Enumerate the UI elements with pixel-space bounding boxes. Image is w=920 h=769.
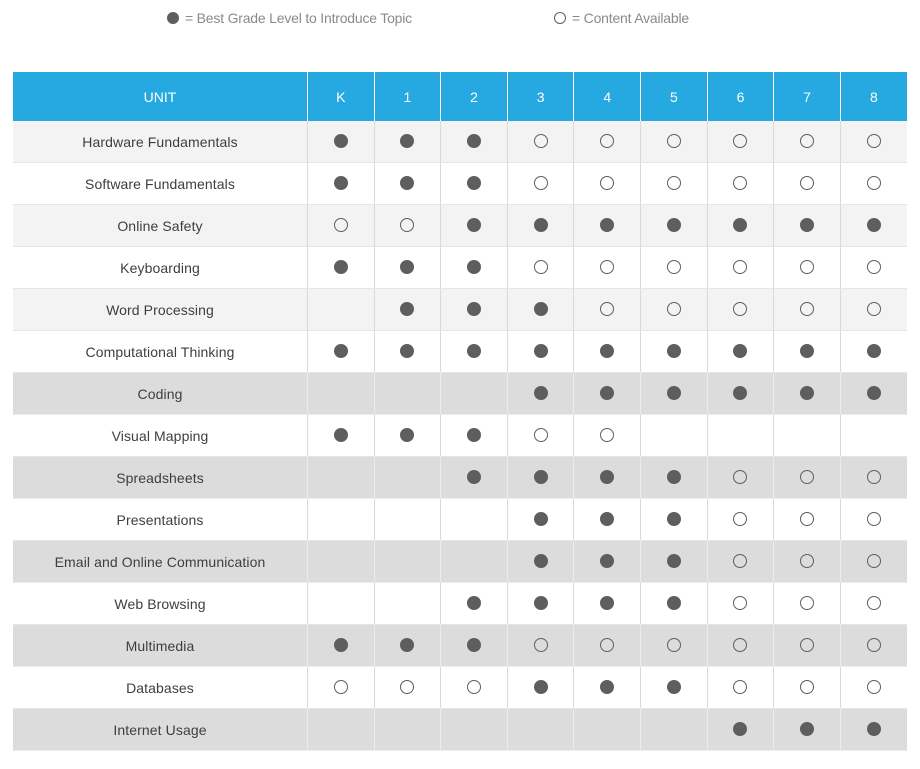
filled-circle-icon (733, 218, 747, 232)
table-row (13, 709, 907, 751)
table-row (13, 331, 907, 373)
grade-cell (308, 331, 375, 373)
filled-circle-icon (800, 386, 814, 400)
grade-cell (507, 121, 574, 163)
grade-cell (840, 247, 907, 289)
unit-name: Online Safety (13, 205, 308, 247)
grade-cell (641, 415, 708, 457)
open-circle-icon (667, 260, 681, 274)
filled-circle-icon (667, 512, 681, 526)
filled-circle-icon (467, 470, 481, 484)
grade-cell (374, 289, 441, 331)
grade-cell (441, 499, 508, 541)
filled-circle-icon (334, 176, 348, 190)
filled-circle-icon (667, 386, 681, 400)
filled-circle-icon (600, 470, 614, 484)
grade-cell (574, 289, 641, 331)
grade-cell (707, 457, 774, 499)
unit-name: Databases (13, 667, 308, 709)
unit-name: Visual Mapping (13, 415, 308, 457)
filled-circle-icon (600, 680, 614, 694)
grade-cell (441, 541, 508, 583)
grade-cell (641, 121, 708, 163)
filled-circle-icon (600, 512, 614, 526)
unit-name: Keyboarding (13, 247, 308, 289)
grade-cell (707, 289, 774, 331)
filled-circle-icon (334, 638, 348, 652)
filled-circle-icon (534, 344, 548, 358)
grade-cell (374, 667, 441, 709)
open-circle-icon (800, 638, 814, 652)
grade-cell (507, 289, 574, 331)
grade-cell (641, 541, 708, 583)
filled-circle-icon (733, 386, 747, 400)
grade-cell (774, 289, 841, 331)
open-circle-icon (667, 176, 681, 190)
grade-cell (507, 583, 574, 625)
grade-cell (441, 121, 508, 163)
grade-cell (574, 415, 641, 457)
open-circle-icon (800, 134, 814, 148)
open-circle-icon (867, 470, 881, 484)
grade-cell (574, 583, 641, 625)
filled-circle-icon (400, 428, 414, 442)
filled-circle-icon (667, 218, 681, 232)
open-circle-icon (400, 680, 414, 694)
grade-cell (441, 667, 508, 709)
filled-circle-icon (667, 680, 681, 694)
grade-header: 1 (374, 72, 441, 121)
open-circle-icon (667, 134, 681, 148)
open-circle-icon (867, 512, 881, 526)
grade-cell (840, 499, 907, 541)
grade-cell (574, 247, 641, 289)
filled-circle-icon (667, 470, 681, 484)
grade-cell (774, 331, 841, 373)
grade-cell (374, 121, 441, 163)
grade-cell (707, 373, 774, 415)
unit-name: Presentations (13, 499, 308, 541)
grade-cell (707, 709, 774, 751)
open-circle-icon (733, 176, 747, 190)
grade-cell (774, 499, 841, 541)
grade-cell (507, 247, 574, 289)
grade-cell (840, 583, 907, 625)
table-row (13, 373, 907, 415)
table-row (13, 121, 907, 163)
open-circle-icon (334, 680, 348, 694)
open-circle-icon (733, 638, 747, 652)
grade-cell (641, 709, 708, 751)
filled-circle-icon (467, 260, 481, 274)
open-circle-icon (534, 638, 548, 652)
grade-cell (840, 541, 907, 583)
grade-cell (308, 541, 375, 583)
grade-cell (574, 667, 641, 709)
grade-cell (774, 247, 841, 289)
unit-name: Web Browsing (13, 583, 308, 625)
open-circle-icon (534, 260, 548, 274)
grade-cell (374, 373, 441, 415)
grade-cell (308, 499, 375, 541)
open-circle-icon (867, 596, 881, 610)
unit-name: Coding (13, 373, 308, 415)
legend-available-label: = Content Available (572, 10, 689, 26)
grade-cell (840, 709, 907, 751)
grade-cell (641, 457, 708, 499)
legend (0, 10, 920, 34)
grade-cell (840, 415, 907, 457)
grade-cell (507, 625, 574, 667)
unit-name: Spreadsheets (13, 457, 308, 499)
open-circle-icon (800, 554, 814, 568)
open-circle-icon (534, 176, 548, 190)
grade-cell (707, 625, 774, 667)
open-circle-icon (867, 554, 881, 568)
grade-cell (441, 709, 508, 751)
grade-cell (308, 205, 375, 247)
filled-circle-icon (334, 134, 348, 148)
table-row (13, 247, 907, 289)
grade-cell (308, 625, 375, 667)
grade-cell (774, 541, 841, 583)
table-row (13, 205, 907, 247)
open-circle-icon (600, 638, 614, 652)
grade-cell (441, 331, 508, 373)
grade-cell (441, 205, 508, 247)
grade-cell (840, 625, 907, 667)
grade-cell (441, 415, 508, 457)
open-circle-icon (800, 302, 814, 316)
filled-circle-icon (400, 176, 414, 190)
filled-circle-icon (600, 386, 614, 400)
open-circle-icon (733, 680, 747, 694)
grade-cell (507, 415, 574, 457)
table-row (13, 163, 907, 205)
grade-cell (574, 541, 641, 583)
grade-cell (374, 709, 441, 751)
filled-circle-icon (467, 218, 481, 232)
open-circle-icon (600, 134, 614, 148)
grade-cell (374, 415, 441, 457)
open-circle-icon (600, 176, 614, 190)
table-row (13, 583, 907, 625)
grade-header: 7 (774, 72, 841, 121)
grade-cell (574, 121, 641, 163)
open-circle-icon (467, 680, 481, 694)
open-circle-icon (733, 596, 747, 610)
table-row (13, 457, 907, 499)
grade-cell (707, 205, 774, 247)
filled-circle-icon (867, 386, 881, 400)
grade-cell (774, 373, 841, 415)
filled-circle-icon (400, 134, 414, 148)
filled-circle-icon (534, 302, 548, 316)
grade-cell (574, 625, 641, 667)
filled-circle-icon (400, 302, 414, 316)
grade-cell (641, 205, 708, 247)
grade-cell (707, 163, 774, 205)
grade-cell (308, 247, 375, 289)
grade-cell (308, 583, 375, 625)
grade-cell (507, 541, 574, 583)
grade-cell (374, 163, 441, 205)
grade-cell (507, 205, 574, 247)
grade-cell (374, 583, 441, 625)
grade-cell (308, 667, 375, 709)
open-circle-icon (733, 470, 747, 484)
filled-circle-icon (334, 428, 348, 442)
open-circle-icon (534, 428, 548, 442)
open-circle-icon (867, 176, 881, 190)
table-row (13, 499, 907, 541)
open-circle-icon (800, 470, 814, 484)
grade-cell (641, 583, 708, 625)
open-circle-icon (800, 596, 814, 610)
grade-cell (840, 373, 907, 415)
grade-cell (441, 373, 508, 415)
grade-cell (308, 289, 375, 331)
grade-cell (840, 121, 907, 163)
grade-cell (641, 499, 708, 541)
filled-circle-icon (600, 344, 614, 358)
unit-name: Internet Usage (13, 709, 308, 751)
open-circle-icon (800, 176, 814, 190)
legend-best (167, 10, 412, 26)
filled-circle-icon (400, 344, 414, 358)
grade-cell (574, 205, 641, 247)
filled-circle-icon (534, 470, 548, 484)
grade-header: 6 (707, 72, 774, 121)
open-circle-icon (733, 134, 747, 148)
filled-circle-icon (400, 638, 414, 652)
unit-name: Software Fundamentals (13, 163, 308, 205)
filled-circle-icon (600, 218, 614, 232)
grade-cell (441, 625, 508, 667)
open-circle-icon (800, 260, 814, 274)
filled-circle-icon (733, 722, 747, 736)
grade-cell (707, 583, 774, 625)
filled-circle-icon (400, 260, 414, 274)
grade-cell (774, 415, 841, 457)
filled-circle-icon (467, 428, 481, 442)
grade-cell (574, 163, 641, 205)
grade-cell (308, 163, 375, 205)
open-circle-icon (600, 260, 614, 274)
filled-circle-icon (667, 344, 681, 358)
filled-circle-icon (534, 554, 548, 568)
filled-circle-icon (667, 596, 681, 610)
grade-cell (507, 457, 574, 499)
filled-circle-icon (467, 134, 481, 148)
grade-cell (774, 121, 841, 163)
grade-header: 2 (441, 72, 508, 121)
unit-name: Computational Thinking (13, 331, 308, 373)
unit-name: Hardware Fundamentals (13, 121, 308, 163)
grade-cell (840, 289, 907, 331)
filled-circle-icon (467, 344, 481, 358)
open-circle-icon (667, 638, 681, 652)
grade-cell (574, 373, 641, 415)
open-circle-icon (867, 638, 881, 652)
filled-circle-icon (534, 512, 548, 526)
open-circle-icon (554, 12, 566, 24)
filled-circle-icon (867, 218, 881, 232)
open-circle-icon (733, 512, 747, 526)
grade-cell (774, 457, 841, 499)
grade-cell (308, 415, 375, 457)
grade-cell (308, 373, 375, 415)
filled-circle-icon (534, 680, 548, 694)
filled-circle-icon (467, 176, 481, 190)
open-circle-icon (867, 260, 881, 274)
table-row (13, 667, 907, 709)
open-circle-icon (867, 302, 881, 316)
grade-cell (707, 499, 774, 541)
open-circle-icon (867, 134, 881, 148)
legend-best-label: = Best Grade Level to Introduce Topic (185, 10, 412, 26)
grade-cell (707, 415, 774, 457)
filled-circle-icon (800, 722, 814, 736)
filled-circle-icon (467, 302, 481, 316)
filled-circle-icon (800, 218, 814, 232)
grade-cell (507, 667, 574, 709)
grade-cell (840, 457, 907, 499)
grade-cell (507, 331, 574, 373)
filled-circle-icon (534, 218, 548, 232)
table-body (13, 121, 907, 751)
grade-cell (641, 667, 708, 709)
grade-cell (374, 457, 441, 499)
table-row (13, 541, 907, 583)
grade-cell (441, 457, 508, 499)
grade-header: 4 (574, 72, 641, 121)
grade-header: K (308, 72, 375, 121)
open-circle-icon (334, 218, 348, 232)
grade-cell (507, 163, 574, 205)
filled-circle-icon (534, 386, 548, 400)
unit-name: Multimedia (13, 625, 308, 667)
grade-cell (707, 331, 774, 373)
table-row (13, 625, 907, 667)
filled-circle-icon (800, 344, 814, 358)
filled-circle-icon (467, 638, 481, 652)
grade-cell (840, 205, 907, 247)
grade-cell (774, 583, 841, 625)
open-circle-icon (400, 218, 414, 232)
filled-circle-icon (600, 554, 614, 568)
grade-cell (308, 709, 375, 751)
grade-cell (707, 121, 774, 163)
filled-circle-icon (334, 260, 348, 274)
grade-cell (840, 667, 907, 709)
grade-cell (641, 289, 708, 331)
grade-cell (441, 583, 508, 625)
grade-cell (707, 667, 774, 709)
open-circle-icon (534, 134, 548, 148)
grade-cell (308, 121, 375, 163)
grade-cell (441, 247, 508, 289)
grade-cell (641, 625, 708, 667)
grade-cell (574, 457, 641, 499)
grade-cell (774, 625, 841, 667)
grade-cell (507, 373, 574, 415)
grade-cell (840, 331, 907, 373)
open-circle-icon (667, 302, 681, 316)
grade-cell (774, 709, 841, 751)
grade-cell (707, 541, 774, 583)
open-circle-icon (800, 512, 814, 526)
table-row (13, 289, 907, 331)
legend-available (554, 10, 689, 26)
filled-circle-icon (867, 344, 881, 358)
filled-circle-icon (467, 596, 481, 610)
filled-circle-icon (867, 722, 881, 736)
grade-cell (774, 205, 841, 247)
open-circle-icon (867, 680, 881, 694)
grade-cell (774, 667, 841, 709)
grade-cell (308, 457, 375, 499)
filled-circle-icon (334, 344, 348, 358)
grade-cell (641, 163, 708, 205)
grade-header: 5 (641, 72, 708, 121)
grade-cell (840, 163, 907, 205)
table-row (13, 415, 907, 457)
scope-sequence-table (13, 72, 907, 751)
grade-cell (441, 163, 508, 205)
grade-cell (507, 499, 574, 541)
open-circle-icon (733, 554, 747, 568)
grade-cell (374, 625, 441, 667)
grade-cell (374, 247, 441, 289)
grade-header: 8 (840, 72, 907, 121)
grade-cell (574, 331, 641, 373)
filled-circle-icon (167, 12, 179, 24)
open-circle-icon (600, 302, 614, 316)
header-row (13, 72, 907, 121)
grade-cell (574, 709, 641, 751)
unit-header: UNIT (13, 72, 308, 121)
grade-header: 3 (507, 72, 574, 121)
unit-name: Word Processing (13, 289, 308, 331)
open-circle-icon (733, 260, 747, 274)
filled-circle-icon (733, 344, 747, 358)
grade-cell (374, 541, 441, 583)
grade-cell (374, 205, 441, 247)
filled-circle-icon (534, 596, 548, 610)
open-circle-icon (600, 428, 614, 442)
grade-cell (707, 247, 774, 289)
grade-cell (641, 373, 708, 415)
open-circle-icon (733, 302, 747, 316)
filled-circle-icon (667, 554, 681, 568)
filled-circle-icon (600, 596, 614, 610)
grade-cell (374, 499, 441, 541)
grade-cell (574, 499, 641, 541)
grade-cell (374, 331, 441, 373)
grade-cell (507, 709, 574, 751)
open-circle-icon (800, 680, 814, 694)
unit-name: Email and Online Communication (13, 541, 308, 583)
grade-cell (641, 247, 708, 289)
grade-cell (641, 331, 708, 373)
grade-cell (774, 163, 841, 205)
grade-cell (441, 289, 508, 331)
